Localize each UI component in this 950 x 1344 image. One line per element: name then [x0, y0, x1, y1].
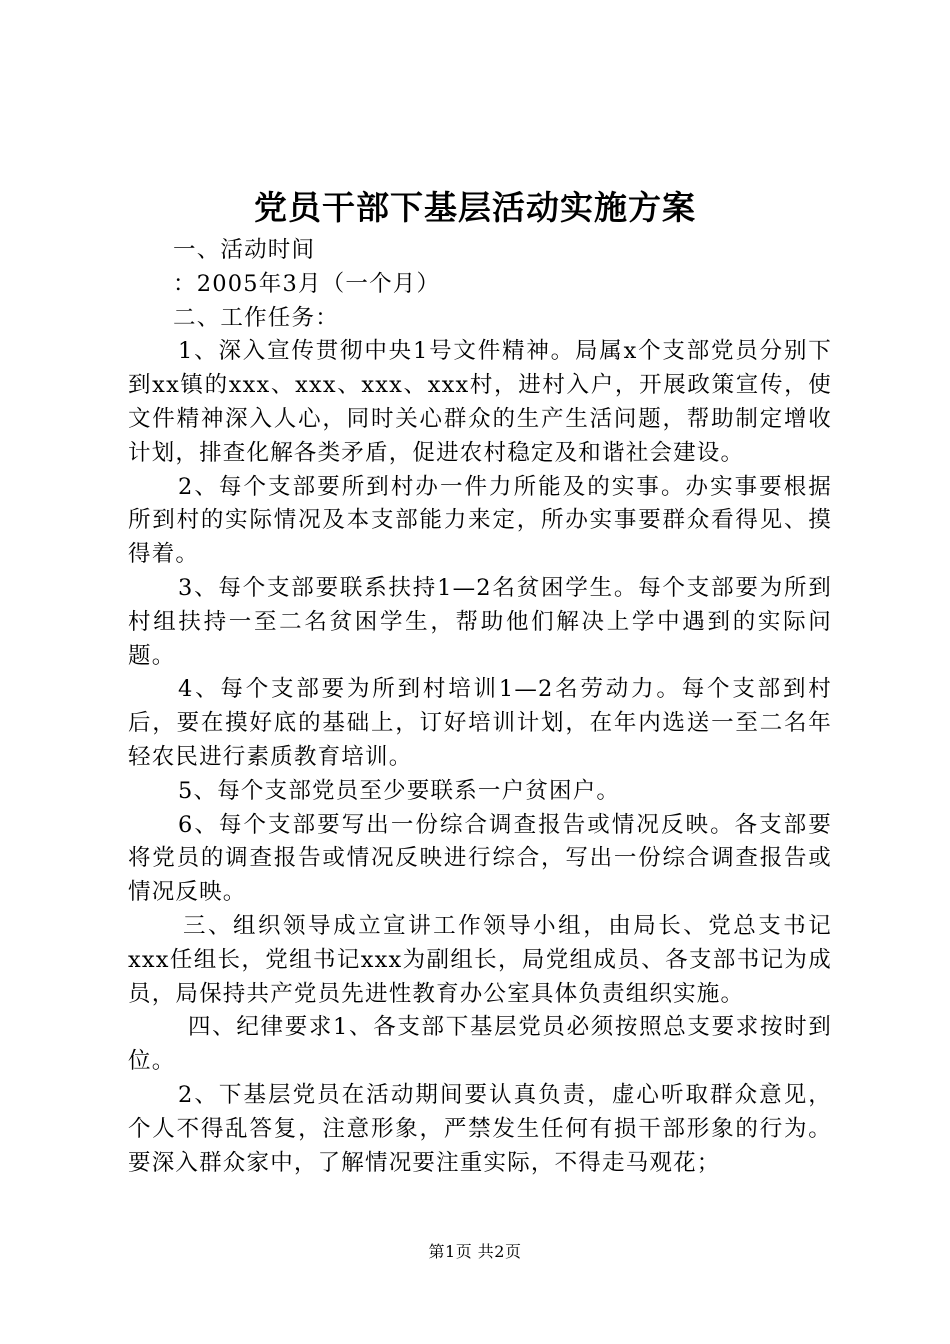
section-discipline-requirements: 四、纪律要求1、各支部下基层党员必须按照总支要求按时到位。 [128, 1014, 832, 1075]
document-body [128, 234, 832, 1180]
task-item-1: 1、深入宣传贯彻中央1号文件精神。局属x个支部党员分别下到xx镇的xxx、xxx、xxx、xxx村，进村入户，开展政策宣传，使文件精神深入人心，同时关心群众的生产生活问题，帮助制定增收计划，排查化解各类矛盾，促进农村稳定及和谐社会建设。 [128, 338, 832, 466]
task-item-2: 2、每个支部要所到村办一件力所能及的实事。办实事要根据所到村的实际情况及本支部能力来定，所办实事要群众看得见、摸得着。 [128, 473, 832, 568]
activity-time-value: ：2005年3月（一个月） [173, 270, 441, 297]
task-item-5: 5、每个支部党员至少要联系一户贫困户。 [178, 777, 621, 804]
section-heading-activity-time: 一、活动时间 [173, 237, 316, 263]
task-item-6: 6、每个支部要写出一份综合调查报告或情况反映。各支部要将党员的调查报告或情况反映进行综合，写出一份综合调查报告或情况反映。 [128, 811, 832, 906]
page-footer: 第1页 共2页 [428, 1242, 522, 1261]
document-title: 党员干部下基层活动实施方案 [254, 188, 696, 227]
section-heading-work-tasks: 二、工作任务： [173, 304, 339, 331]
task-item-4: 4、每个支部要为所到村培训1—2名劳动力。每个支部到村后，要在摸好底的基础上，订好培训计划，在年内选送一至二名年轻农民进行素质教育培训。 [128, 676, 832, 770]
discipline-item-2: 2、下基层党员在活动期间要认真负责，虚心听取群众意见，个人不得乱答复，注意形象，严禁发生任何有损干部形象的行为。要深入群众家中，了解情况要注重实际，不得走马观花； [128, 1081, 832, 1176]
section-organization-leadership: 三、组织领导成立宣讲工作领导小组，由局长、党总支书记xxx任组长，党组书记xxx为副组长，局党组成员、各支部书记为成员，局保持共产党员先进性教育办公室具体负责组织实施。 [128, 912, 832, 1007]
task-item-3: 3、每个支部要联系扶持1—2名贫困学生。每个支部要为所到村组扶持一至二名贫困学生，帮助他们解决上学中遇到的实际问题。 [128, 574, 832, 669]
